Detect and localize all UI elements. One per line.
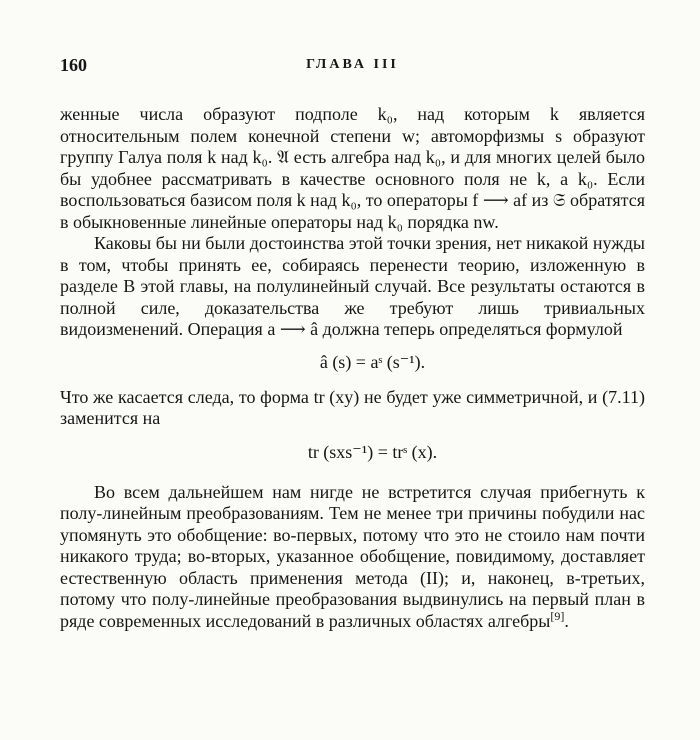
page-header <box>60 55 645 79</box>
paragraph-continued: женные числа образуют подполе k₀, над которым k является относительным полем конечной степени w; автоморфизмы s образуют группу Галуа поля k над k₀. 𝔄 есть алгебра над k₀, и для многих целей было бы удобнее рассматривать в качестве основного поля не k, а k₀. Если воспользоваться базисом поля k над k₀, то операторы f ⟶ af из 𝔖 обратятся в обыкновенные линейные операторы над k₀ порядка nw. <box>60 104 645 232</box>
paragraph-viewpoint: Каковы бы ни были достоинства этой точки зрения, нет никакой нужды в том, чтобы принять ее, собираясь перенести теорию, изложенную в разделе B этой главы, на полулинейный случай. Все результаты остаются в полной силе, доказательства же требуют лишь тривиальных видоизменений. Операция a ⟶ â должна теперь определяться формулой <box>60 233 645 339</box>
chapter-title: ГЛАВА III <box>306 57 399 72</box>
paragraph-end-mark: . <box>564 610 569 631</box>
paragraph-conclusion <box>60 482 645 633</box>
page-body <box>60 104 645 632</box>
paragraph-trace: Что же касается следа, то форма tr (xy) не будет уже симметричной, и (7.11) заменится на <box>60 386 645 428</box>
paragraph-conclusion-text: Во всем дальнейшем нам нигде не встретится случая прибегнуть к полу-линейным преобразованиям. Тем не менее три причины побудили нас упомянуть это обобщение: во-первых, потому что это не стоило нам почти никакого труда; во-вторых, указанное обобщение, повидимому, доставляет естественную область применения метода (II); и, наконец, в-третьих, потому что полу-линейные преобразования выдвинулись на первый план в ряде современных исследований в различных областях алгебры <box>60 481 645 631</box>
footnote-reference: [9] <box>550 608 565 623</box>
formula-operation: â (s) = aˢ (s⁻¹). <box>319 351 426 372</box>
formula-trace: tr (sxs⁻¹) = trˢ (x). <box>307 441 438 462</box>
page-number: 160 <box>60 55 87 75</box>
